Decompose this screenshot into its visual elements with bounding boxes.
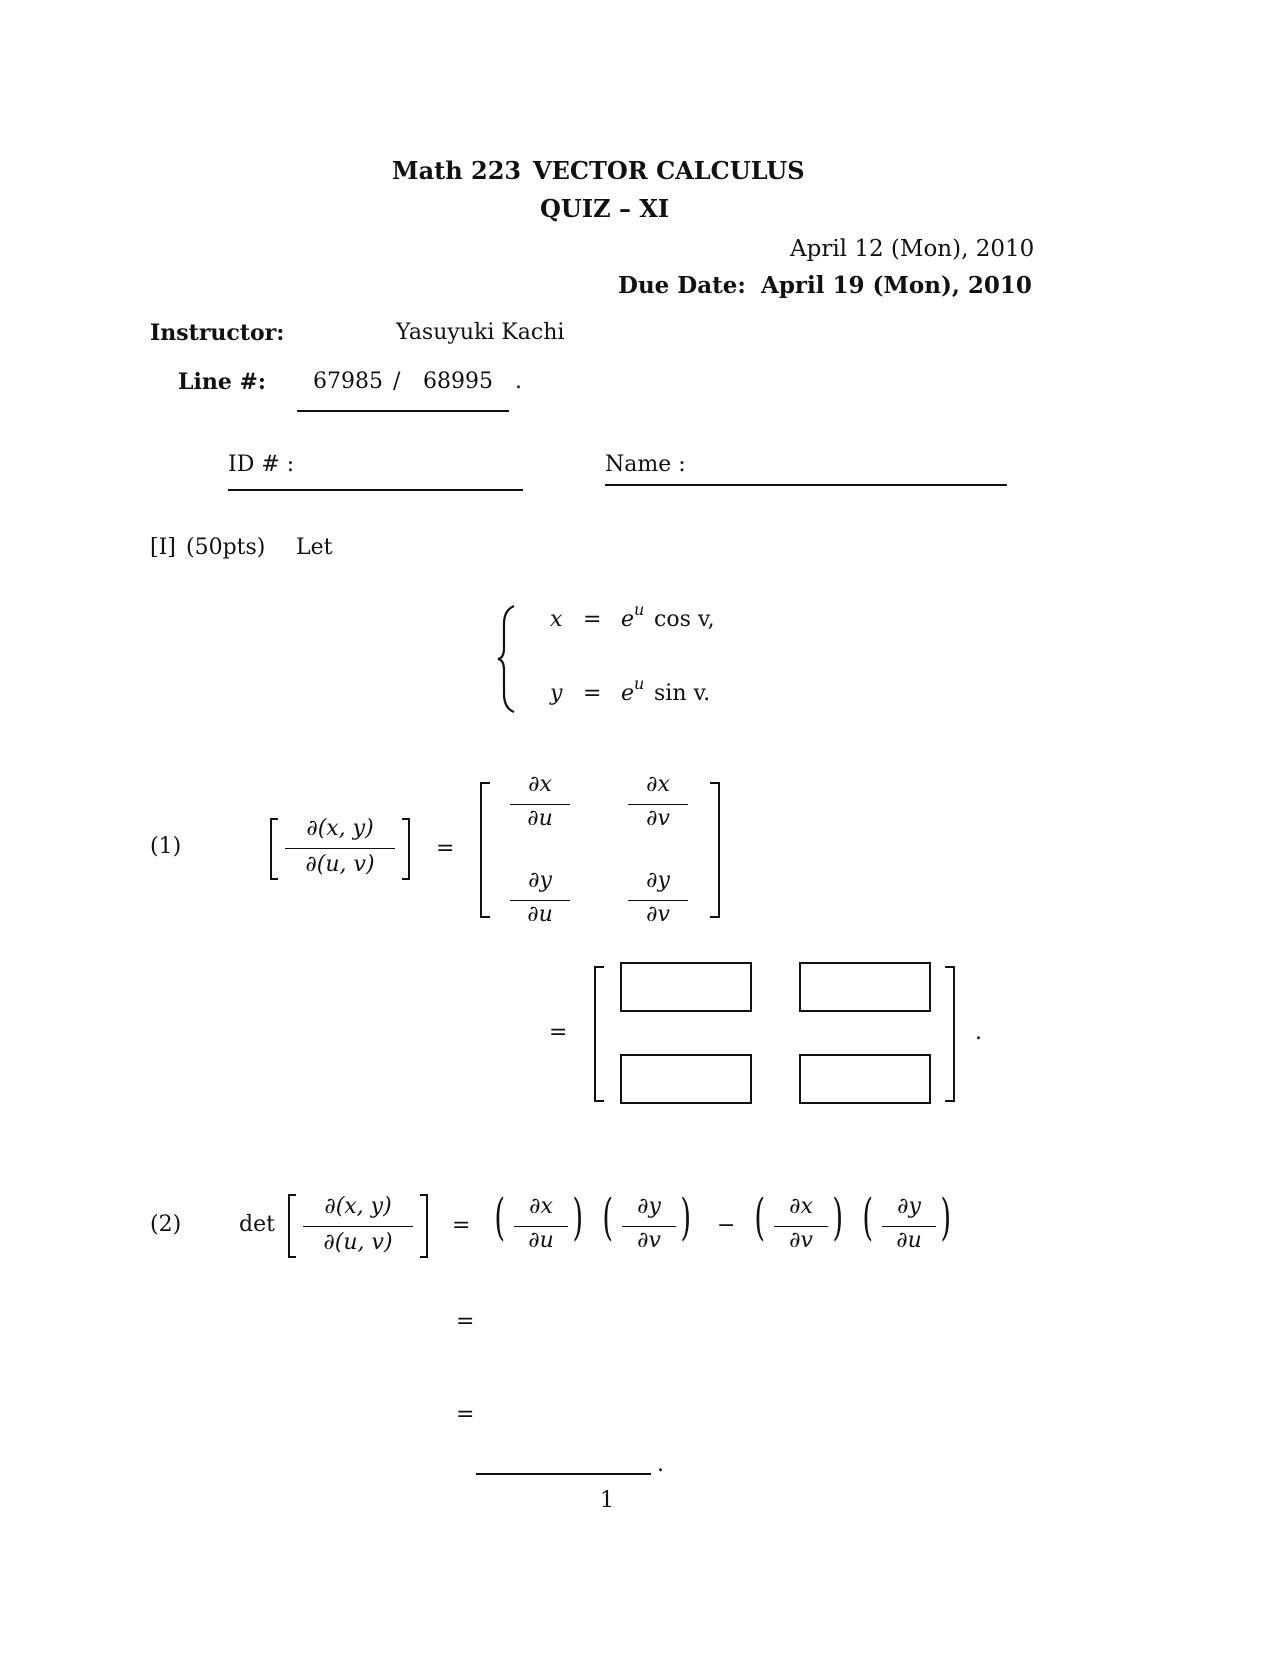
m22-bar bbox=[628, 900, 688, 901]
t3-lparen: ( bbox=[754, 1188, 766, 1246]
m22-den: ∂v bbox=[646, 902, 670, 927]
id-label: ID # : bbox=[228, 452, 295, 477]
t2-lparen: ( bbox=[602, 1188, 614, 1246]
line-value-2: 68995 bbox=[423, 369, 493, 394]
part2-eq-3: = bbox=[456, 1402, 475, 1427]
t2-rparen: ) bbox=[680, 1188, 692, 1246]
t4-num: ∂y bbox=[897, 1194, 921, 1219]
part1-jac-den: ∂(u, v) bbox=[305, 852, 375, 877]
line-value-1: 67985 bbox=[313, 369, 383, 394]
m11-bar bbox=[510, 804, 570, 805]
page-number: 1 bbox=[600, 1488, 614, 1513]
problem-intro: Let bbox=[296, 535, 333, 560]
line-label: Line #: bbox=[178, 369, 267, 395]
part2-answer-field[interactable] bbox=[476, 1473, 651, 1475]
t1-num: ∂x bbox=[529, 1194, 553, 1219]
m22-num: ∂y bbox=[646, 868, 670, 893]
system-x-exp-power: u bbox=[634, 600, 645, 619]
course-title: VECTOR CALCULUS bbox=[533, 156, 805, 185]
quiz-title: QUIZ – XI bbox=[540, 194, 670, 223]
t3-bar bbox=[774, 1226, 828, 1227]
system-x: x bbox=[550, 607, 563, 632]
due-date: April 19 (Mon), 2010 bbox=[761, 272, 1032, 299]
t4-lparen: ( bbox=[862, 1188, 874, 1246]
part2-jac-bar bbox=[303, 1226, 413, 1227]
t4-bar bbox=[882, 1226, 936, 1227]
line-period: . bbox=[515, 369, 522, 394]
issue-date: April 12 (Mon), 2010 bbox=[790, 236, 1035, 262]
name-field[interactable] bbox=[605, 484, 1007, 486]
problem-points: (50pts) bbox=[186, 535, 266, 560]
system-y-exp-base: e bbox=[621, 681, 635, 706]
t4-den: ∂u bbox=[896, 1228, 922, 1253]
t3-num: ∂x bbox=[789, 1194, 813, 1219]
line-underline bbox=[297, 410, 509, 412]
answer-box-21[interactable] bbox=[620, 1054, 752, 1104]
t1-lparen: ( bbox=[494, 1188, 506, 1246]
m21-den: ∂u bbox=[527, 902, 553, 927]
part2-label: (2) bbox=[150, 1212, 182, 1237]
m11-den: ∂u bbox=[527, 806, 553, 831]
part2-eq-2: = bbox=[456, 1309, 475, 1334]
part1-jac-num: ∂(x, y) bbox=[306, 816, 374, 841]
m12-den: ∂v bbox=[646, 806, 670, 831]
t3-den: ∂v bbox=[789, 1228, 813, 1253]
t2-bar bbox=[622, 1226, 676, 1227]
part2-jac-den: ∂(u, v) bbox=[323, 1230, 393, 1255]
m11-num: ∂x bbox=[528, 772, 552, 797]
answer-matrix-left-bracket bbox=[594, 966, 604, 1102]
part2-jac-num: ∂(x, y) bbox=[324, 1194, 392, 1219]
problem-label: [I] bbox=[150, 535, 176, 560]
name-label: Name : bbox=[605, 452, 686, 477]
t1-rparen: ) bbox=[572, 1188, 584, 1246]
t2-num: ∂y bbox=[637, 1194, 661, 1219]
system-x-exp-base: e bbox=[621, 607, 635, 632]
part2-jac-left-bracket bbox=[288, 1194, 296, 1258]
part1-jac-right-bracket bbox=[402, 818, 410, 880]
answer-matrix-right-bracket bbox=[945, 966, 955, 1102]
m12-num: ∂x bbox=[646, 772, 670, 797]
due-label: Due Date: bbox=[618, 272, 746, 299]
part1-matrix-right-bracket bbox=[710, 782, 720, 918]
system-y-sin: sin v. bbox=[654, 681, 711, 706]
answer-box-12[interactable] bbox=[799, 962, 931, 1012]
part1-label: (1) bbox=[150, 834, 182, 859]
system-eq-2: = bbox=[583, 681, 602, 706]
system-y: y bbox=[550, 681, 563, 706]
system-brace bbox=[496, 604, 518, 714]
system-y-exp-power: u bbox=[634, 674, 645, 693]
t2-den: ∂v bbox=[637, 1228, 661, 1253]
part1-jac-bar bbox=[285, 848, 395, 849]
instructor-label: Instructor: bbox=[150, 320, 285, 346]
t1-den: ∂u bbox=[528, 1228, 554, 1253]
part2-jac-right-bracket bbox=[420, 1194, 428, 1258]
part2-period: . bbox=[657, 1452, 664, 1477]
m12-bar bbox=[628, 804, 688, 805]
system-x-cos: cos v, bbox=[654, 607, 715, 632]
m21-num: ∂y bbox=[528, 868, 552, 893]
part1-eq-2: = bbox=[549, 1020, 568, 1045]
line-separator: / bbox=[393, 369, 401, 394]
t3-rparen: ) bbox=[832, 1188, 844, 1246]
part1-jac-left-bracket bbox=[270, 818, 278, 880]
part1-eq-1: = bbox=[436, 836, 455, 861]
part2-eq-1: = bbox=[452, 1213, 471, 1238]
m21-bar bbox=[510, 900, 570, 901]
part2-minus: − bbox=[717, 1213, 736, 1238]
t1-bar bbox=[514, 1226, 568, 1227]
t4-rparen: ) bbox=[940, 1188, 952, 1246]
answer-box-22[interactable] bbox=[799, 1054, 931, 1104]
part1-period: . bbox=[975, 1020, 982, 1045]
part1-matrix-left-bracket bbox=[480, 782, 490, 918]
system-eq-1: = bbox=[583, 607, 602, 632]
answer-box-11[interactable] bbox=[620, 962, 752, 1012]
instructor-name: Yasuyuki Kachi bbox=[396, 320, 565, 345]
id-field[interactable] bbox=[228, 489, 523, 491]
course-number: Math 223 bbox=[392, 156, 522, 185]
part2-det: det bbox=[239, 1212, 275, 1237]
